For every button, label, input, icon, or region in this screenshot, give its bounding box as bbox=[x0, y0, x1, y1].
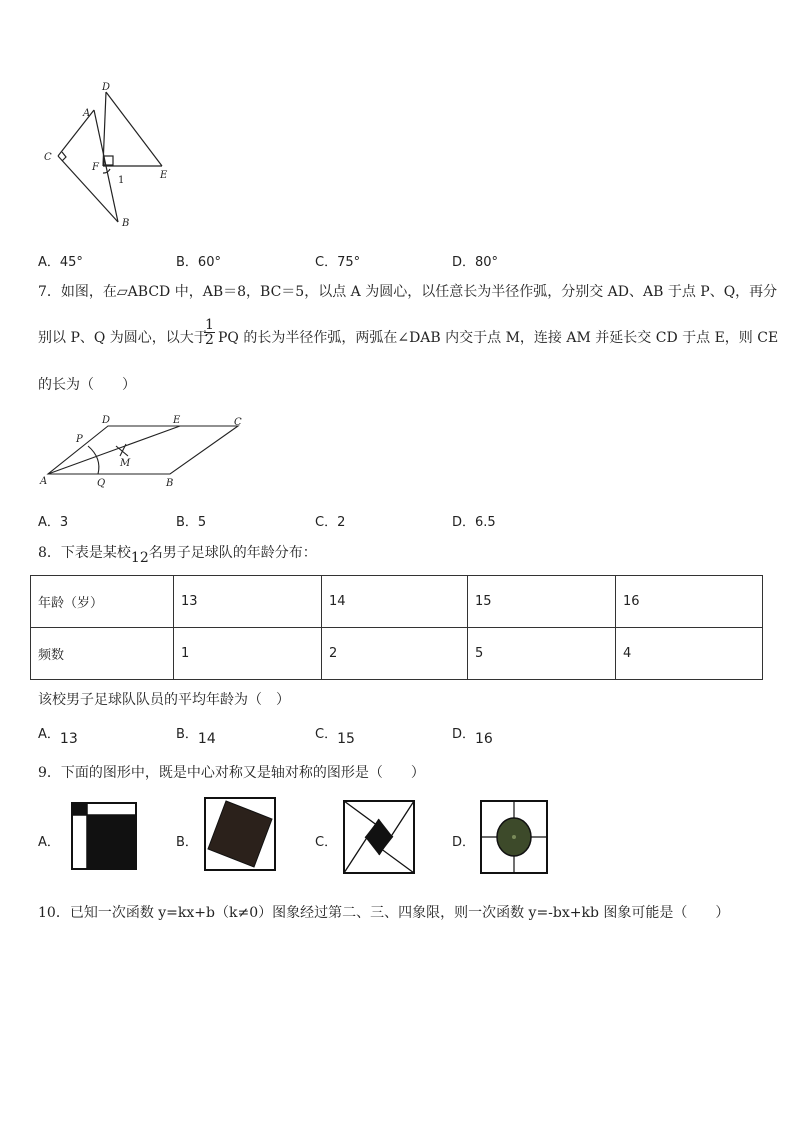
q7-fraction-denominator: 2 bbox=[205, 332, 214, 348]
q8-option-a-letter: A． bbox=[38, 727, 60, 742]
table-cell: 年龄（岁） bbox=[31, 576, 174, 628]
fig1-label-a: A bbox=[83, 108, 91, 119]
table-cell: 2 bbox=[322, 628, 468, 680]
fig2-label-d: D bbox=[102, 415, 111, 426]
q7-option-d: D．6.5 bbox=[452, 515, 496, 530]
q10-question: 10．已知一次函数 y=kx+b（k≠0）图象经过第二、三、四象限，则一次函数 y=-bx+kb 图象可能是（ ） bbox=[38, 905, 730, 921]
q7-option-b: B．5 bbox=[176, 515, 207, 530]
q7-fraction-numerator: 1 bbox=[205, 317, 214, 333]
q8-option-d bbox=[452, 723, 493, 747]
fig1-label-b: B bbox=[122, 218, 130, 229]
q6-option-c: C．75° bbox=[315, 255, 361, 270]
q8-option-b-letter: B． bbox=[176, 727, 198, 742]
q6-option-a: A．45° bbox=[38, 255, 83, 270]
q7-line-2a: 别以 P、Q 为圆心，以大于 bbox=[38, 330, 208, 346]
table-cell: 5 bbox=[468, 628, 616, 680]
q7-line-3: 的长为（ ） bbox=[38, 377, 136, 393]
q8-intro-number: 12 bbox=[130, 550, 149, 566]
q8-option-c-letter: C． bbox=[315, 727, 338, 742]
q7-figure bbox=[36, 410, 256, 490]
fig2-label-q: Q bbox=[97, 478, 106, 489]
q9-question: 9．下面的图形中，既是中心对称又是轴对称的图形是（ ） bbox=[38, 765, 425, 781]
table-cell: 15 bbox=[468, 576, 616, 628]
q9-figure-b bbox=[204, 797, 276, 871]
table-cell: 14 bbox=[322, 576, 468, 628]
q8-option-b-value: 14 bbox=[197, 731, 216, 747]
table-row bbox=[31, 628, 763, 680]
fig2-label-p: P bbox=[76, 434, 83, 445]
table-cell: 1 bbox=[174, 628, 322, 680]
q8-option-b bbox=[176, 723, 216, 747]
q7-option-c: C．2 bbox=[315, 515, 346, 530]
fig2-label-b: B bbox=[166, 478, 174, 489]
q9-option-c-label: C． bbox=[315, 835, 338, 850]
table-cell: 16 bbox=[616, 576, 763, 628]
age-distribution-table bbox=[30, 575, 763, 680]
q8-option-d-value: 16 bbox=[475, 731, 493, 747]
q6-option-b: B．60° bbox=[176, 255, 221, 270]
fig1-label-f: F bbox=[92, 162, 99, 173]
q6-figure bbox=[36, 80, 186, 230]
q6-option-d: D．80° bbox=[452, 255, 499, 270]
q8-option-a bbox=[38, 723, 78, 747]
fig1-label-one: 1 bbox=[118, 175, 125, 186]
q9-option-d-label: D． bbox=[452, 835, 476, 850]
q9-option-b-label: B． bbox=[176, 835, 198, 850]
fig1-label-c: C bbox=[44, 152, 52, 163]
q8-option-a-value: 13 bbox=[59, 731, 78, 747]
fig2-label-c: C bbox=[234, 417, 242, 428]
fig2-label-a: A bbox=[40, 476, 48, 487]
q8-intro bbox=[38, 542, 317, 566]
q9-option-a-label: A． bbox=[38, 835, 60, 850]
table-cell: 4 bbox=[616, 628, 763, 680]
fig1-label-d: D bbox=[102, 82, 111, 93]
q8-question: 该校男子足球队队员的平均年龄为（ ） bbox=[38, 692, 290, 708]
q8-option-c-value: 15 bbox=[337, 731, 355, 747]
q8-intro-a: 8．下表是某校 bbox=[38, 545, 131, 561]
fig2-label-m: M bbox=[120, 458, 131, 469]
q9-figure-d bbox=[480, 800, 548, 874]
q7-line-1: 7．如图，在▱ABCD 中，AB＝8，BC＝5，以点 A 为圆心，以任意长为半径作弧，分别交 AD、AB 于点 P、Q，再分 bbox=[38, 284, 778, 300]
q7-fraction bbox=[204, 318, 215, 347]
table-cell: 13 bbox=[174, 576, 322, 628]
q8-option-d-letter: D． bbox=[452, 727, 476, 742]
table-cell: 频数 bbox=[31, 628, 174, 680]
q8-option-c bbox=[315, 723, 355, 747]
table-row bbox=[31, 576, 763, 628]
q8-intro-b: 名男子足球队的年龄分布： bbox=[148, 545, 317, 561]
q9-figure-c bbox=[343, 800, 415, 874]
q7-option-a: A．3 bbox=[38, 515, 69, 530]
fig1-label-e: E bbox=[160, 170, 168, 181]
fig2-label-e: E bbox=[173, 415, 181, 426]
q9-figure-a bbox=[71, 802, 137, 870]
q7-line-2b: PQ 的长为半径作弧，两弧在∠DAB 内交于点 M，连接 AM 并延长交 CD 于点 E，则 CE bbox=[218, 330, 779, 346]
